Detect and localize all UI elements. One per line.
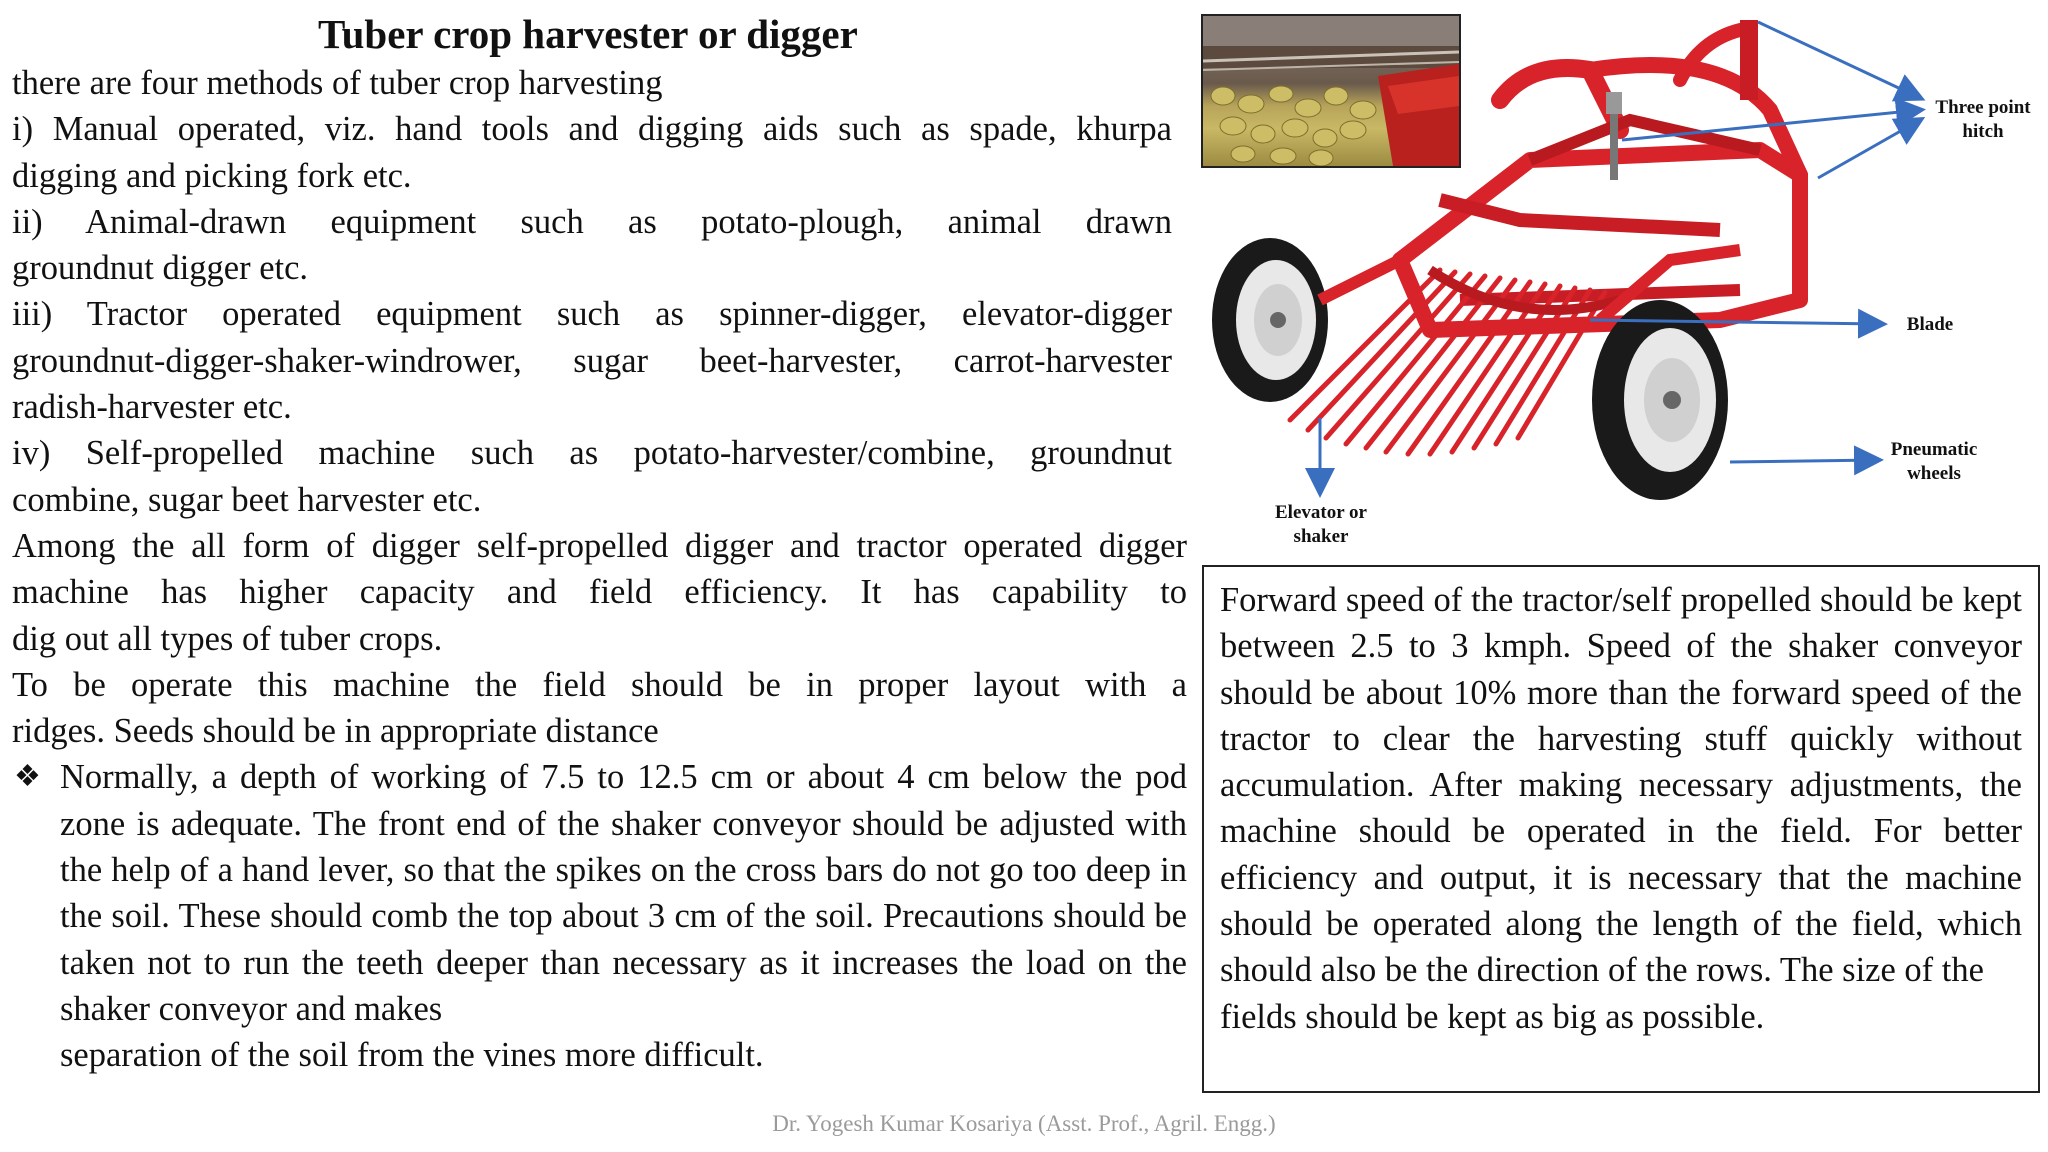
method-4-line-1: iv) Self-propelled machine such as potato-harvester/combine, groundnut	[12, 434, 1172, 473]
method-4-line-2: combine, sugar beet harvester etc.	[12, 480, 482, 519]
method-1-line-1: i) Manual operated, viz. hand tools and digging aids such as spade, khurpa	[12, 110, 1172, 149]
label-elevator-or-shaker	[1256, 501, 1386, 549]
label-pneumatic-wheels	[1874, 438, 1994, 486]
footer-credit: Dr. Yogesh Kumar Kosariya (Asst. Prof., Agril. Engg.)	[772, 1111, 1276, 1136]
label-pneumatic-wheels-line-2: wheels	[1907, 463, 1961, 484]
paragraph-layout-last: ridges. Seeds should be in appropriate distance	[12, 712, 659, 751]
label-three-point-hitch	[1918, 96, 2048, 144]
left-text-column	[12, 60, 1187, 1079]
bullet-item	[12, 754, 1187, 1078]
diamond-bullet-icon: ❖	[14, 760, 41, 794]
intro-line: there are four methods of tuber crop harvesting	[12, 64, 663, 102]
paragraph-capacity-last: dig out all types of tuber crops.	[12, 619, 443, 658]
digger-machine	[1212, 20, 1800, 500]
paragraph-layout: To be operate this machine the field should be in proper layout with a	[12, 665, 1187, 704]
label-blade: Blade	[1906, 314, 1954, 335]
label-three-point-hitch-line-2: hitch	[1962, 121, 2004, 142]
bullet-text-body: Normally, a depth of working of 7.5 to 12.5 cm or about 4 cm below the pod zone is adequate. The front end of the shaker conveyor should be adjusted with the help of a hand lever, so that the spikes on the cross bars do not go too deep in the soil. These should comb the top about 3 cm of the soil. Precautions should be taken not to run the teeth deeper than necessary as it increases the load on the shaker conveyor and makes	[60, 758, 1187, 1028]
method-3-line-3: radish-harvester etc.	[12, 388, 292, 427]
method-3-line-2: groundnut-digger-shaker-windrower, sugar beet-harvester, carrot-harvester	[12, 341, 1172, 380]
method-1-line-2: digging and picking fork etc.	[12, 156, 412, 195]
bullet-text-last: separation of the soil from the vines more difficult.	[60, 1036, 764, 1075]
method-3-line-1: iii) Tractor operated equipment such as spinner-digger, elevator-digger	[12, 295, 1172, 334]
method-2-line-2: groundnut digger etc.	[12, 249, 309, 288]
paragraph-capacity: Among the all form of digger self-propelled digger and tractor operated digger machine has higher capacity and field efficiency. It has capability to	[12, 526, 1187, 612]
label-pneumatic-wheels-line-1: Pneumatic	[1890, 439, 1978, 460]
operation-notes-body: Forward speed of the tractor/self propelled should be kept between 2.5 to 3 kmph. Speed of the shaker conveyor should be about 10% more than the forward speed of the tractor to clear the harvesting stuff quickly without accumulation. After making necessary adjustments, the machine should be operated in the field. For better efficiency and output, it is necessary that the machine should be operated along the length of the field, which should also be the direction of the rows. The size of the	[1220, 581, 2022, 990]
label-three-point-hitch-line-1: Three point	[1935, 97, 2031, 118]
slide-title: Tuber crop harvester or digger	[318, 11, 858, 57]
operation-notes-box	[1202, 565, 2040, 1093]
label-elevator-or-shaker-line-1: Elevator or	[1275, 502, 1367, 523]
operation-notes-last: fields should be kept as big as possible.	[1220, 997, 1765, 1036]
method-2-line-1: ii) Animal-drawn equipment such as potato-plough, animal drawn	[12, 202, 1172, 241]
bullet-text	[60, 754, 1187, 1078]
label-elevator-or-shaker-line-2: shaker	[1293, 526, 1349, 547]
